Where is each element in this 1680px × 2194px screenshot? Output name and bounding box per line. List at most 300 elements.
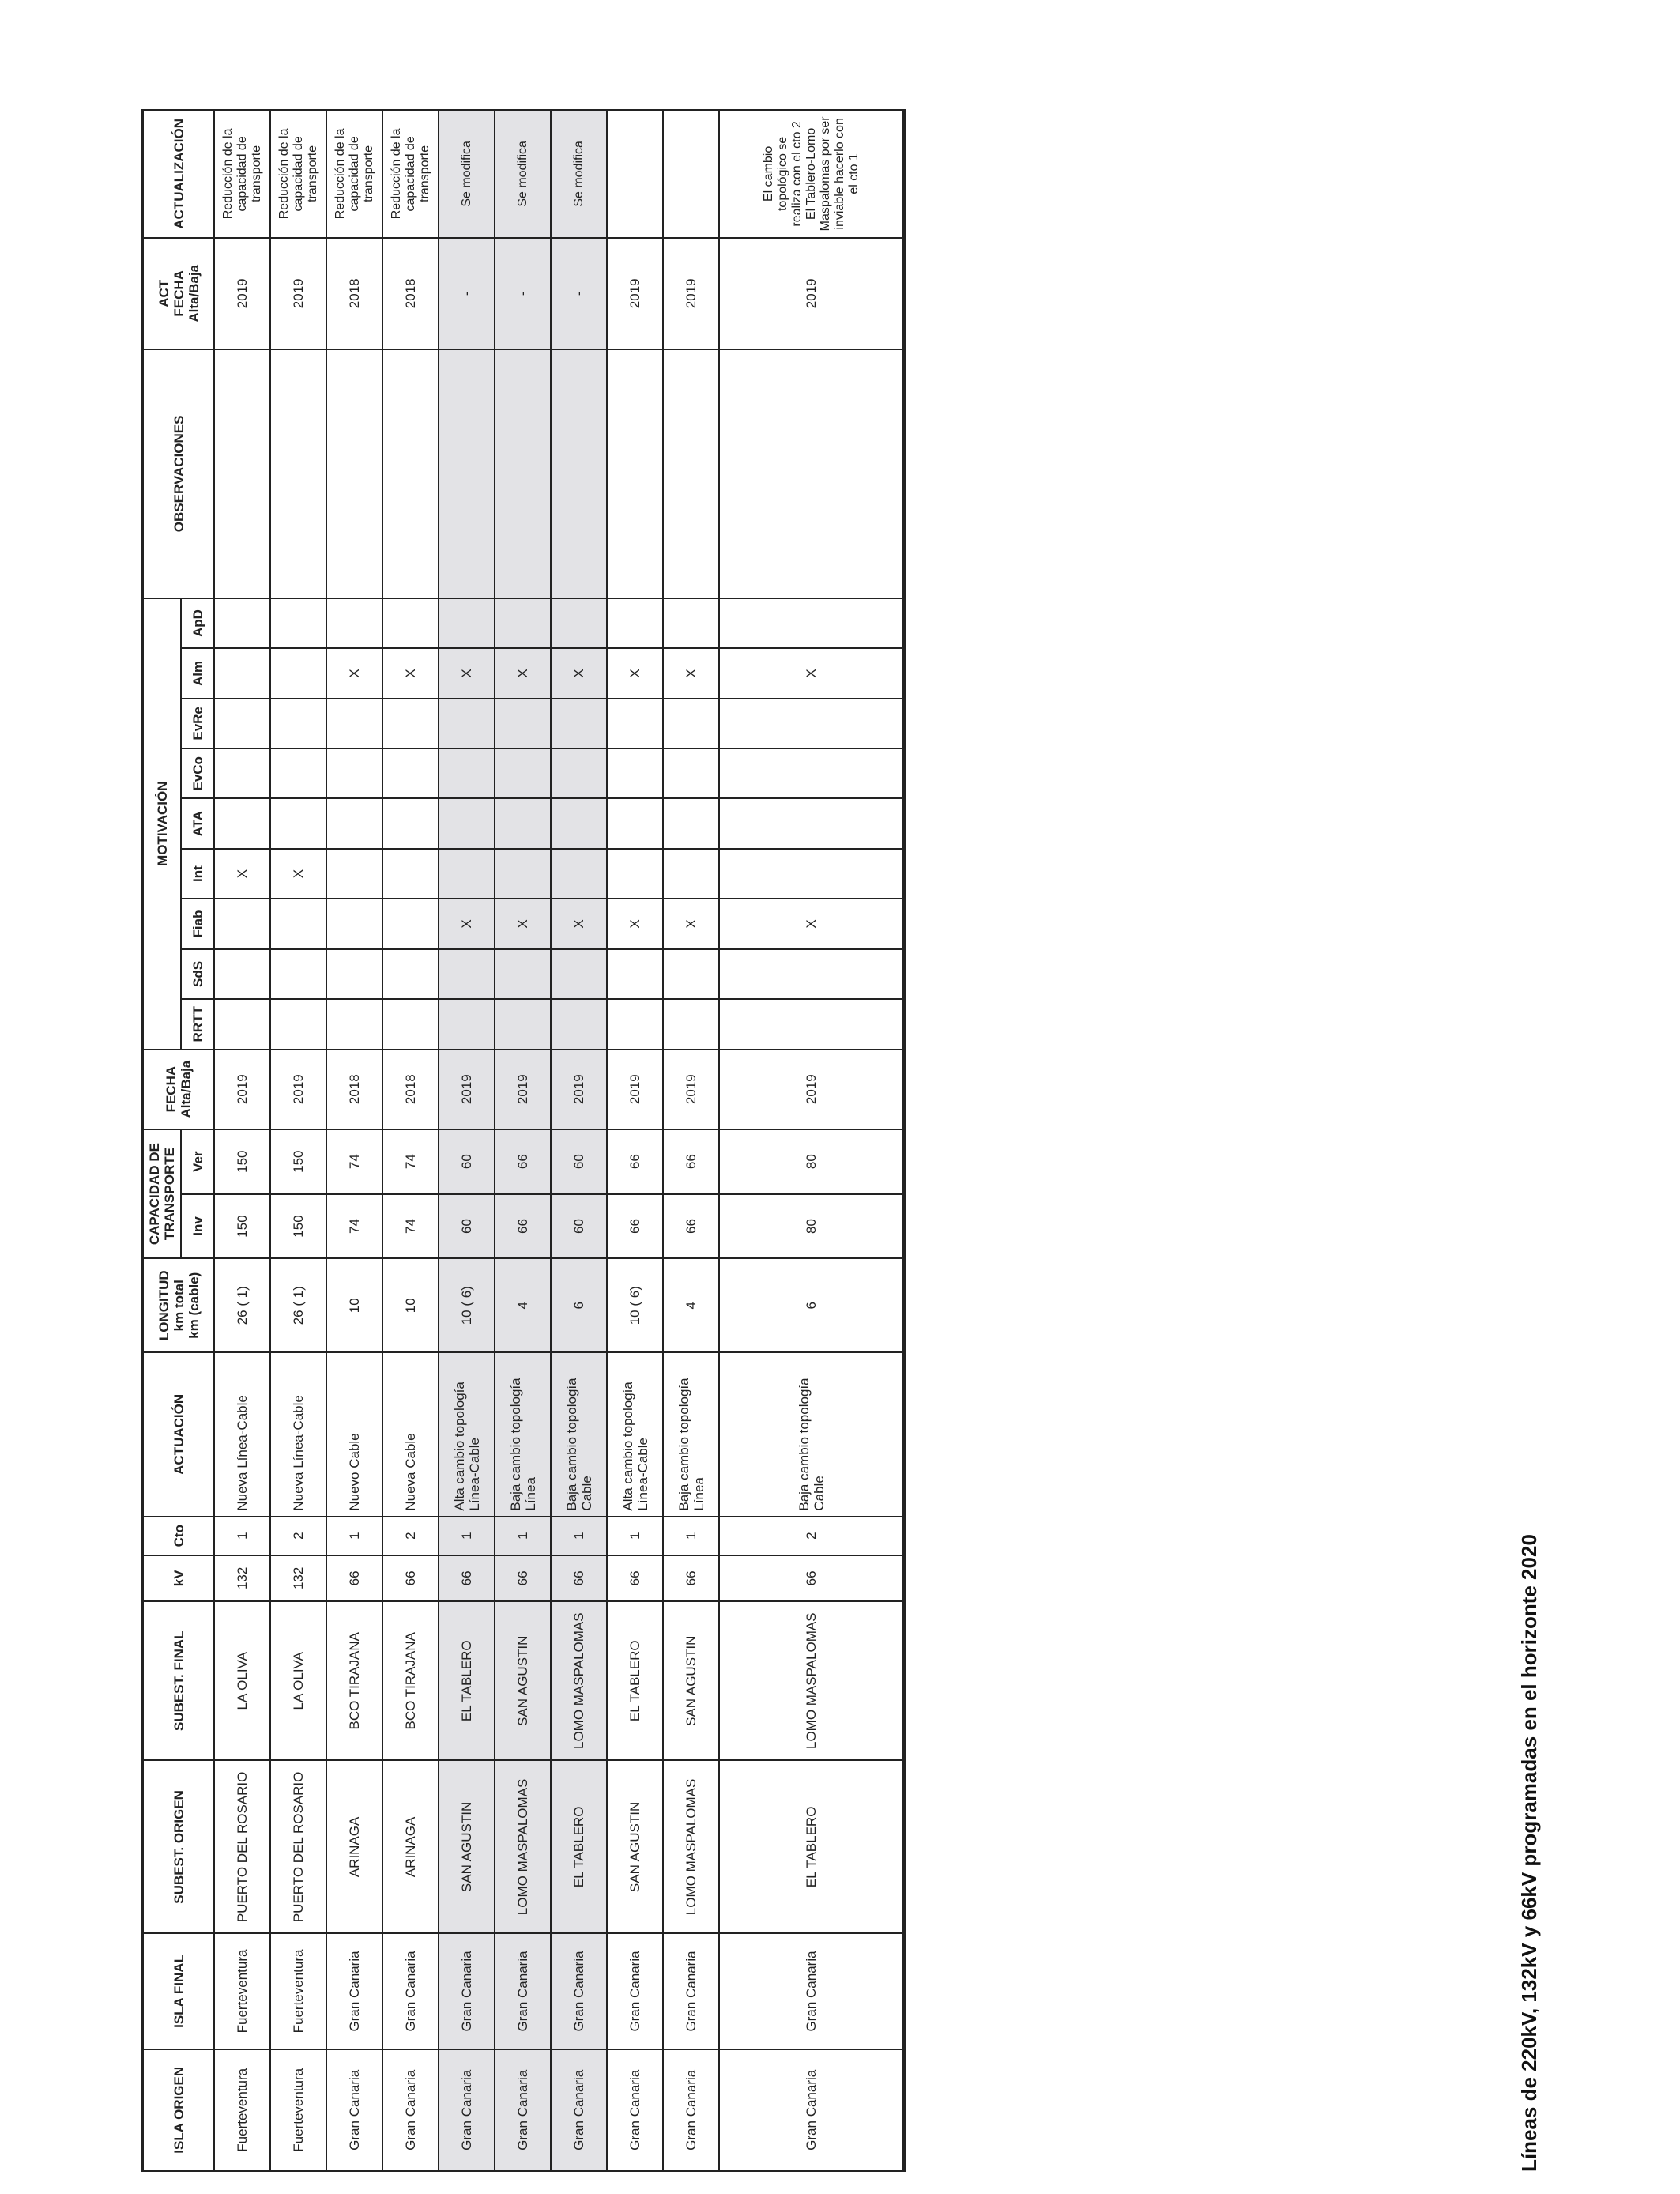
cell-actuacion-line: Baja cambio topología: [676, 1378, 691, 1511]
cell-actualizacion-line: Reducción de la: [389, 128, 403, 220]
cell-motiv-fiab: X: [439, 899, 495, 948]
cell-fecha: 2018: [326, 1050, 382, 1129]
cell-isla-origen: Gran Canaria: [719, 2049, 904, 2171]
cell-motiv-rrtt: [607, 999, 663, 1049]
cell-longitud: 26 ( 1): [270, 1258, 326, 1352]
header-motiv-alm: Alm: [181, 648, 214, 698]
cell-actualizacion-line: transporte: [361, 145, 375, 202]
cell-actuacion-line: Baja cambio topología: [563, 1378, 579, 1511]
cell-motiv-int: [326, 849, 382, 899]
cell-motiv-evco: [214, 748, 270, 798]
cell-motiv-fiab: [214, 899, 270, 948]
cell-isla-final: Fuerteventura: [214, 1933, 270, 2049]
cell-actualizacion-line: el cto 1: [846, 153, 861, 194]
cell-motiv-rrtt: [326, 999, 382, 1049]
cell-actualizacion: [326, 110, 382, 238]
cell-subest-origen: LOMO MASPALOMAS: [663, 1760, 719, 1933]
cell-actuacion-line: Cable: [578, 1476, 594, 1511]
header-act-fecha-line: ACT: [156, 279, 171, 307]
cell-isla-final: Gran Canaria: [495, 1933, 551, 2049]
cell-actuacion-line: Nueva Línea-Cable: [235, 1395, 250, 1511]
cell-subest-origen: EL TABLERO: [551, 1760, 607, 1933]
cell-isla-final: Gran Canaria: [551, 1933, 607, 2049]
cell-actualizacion-line: capacidad de: [347, 136, 361, 212]
cell-motiv-apd: [719, 598, 904, 648]
table-row: [382, 110, 439, 2171]
cell-longitud: 10 ( 6): [439, 1258, 495, 1352]
header-longitud: [142, 1258, 214, 1352]
cell-actualizacion: [439, 110, 495, 238]
cell-inv: 66: [607, 1194, 663, 1259]
cell-ver: 66: [607, 1129, 663, 1194]
header-act-fecha-line: Alta/Baja: [186, 264, 202, 322]
cell-actualizacion-line: El Tablero-Lomo: [804, 127, 818, 220]
cell-actualizacion-line: transporte: [305, 145, 319, 202]
cell-cto: 2: [270, 1517, 326, 1555]
cell-observaciones: [495, 349, 551, 598]
table-row: [663, 110, 719, 2171]
cell-motiv-alm: X: [495, 648, 551, 698]
cell-motiv-sds: [719, 949, 904, 999]
cell-motiv-evre: [719, 699, 904, 748]
cell-actualizacion-line: transporte: [417, 145, 431, 202]
cell-fecha: 2019: [663, 1050, 719, 1129]
cell-motiv-apd: [607, 598, 663, 648]
cell-actualizacion-line: El cambio: [761, 145, 775, 202]
cell-actuacion: [719, 1352, 904, 1517]
cell-fecha: 2019: [270, 1050, 326, 1129]
cell-kv: 66: [551, 1555, 607, 1601]
header-actualizacion: ACTUALIZACIÓN: [142, 110, 214, 238]
cell-motiv-evco: [439, 748, 495, 798]
cell-motiv-fiab: [326, 899, 382, 948]
cell-motiv-alm: X: [551, 648, 607, 698]
cell-isla-origen: Fuerteventura: [214, 2049, 270, 2171]
table-row: [270, 110, 326, 2171]
cell-actualizacion: [382, 110, 439, 238]
cell-motiv-ata: [495, 798, 551, 848]
cell-inv: 66: [663, 1194, 719, 1259]
cell-subest-final: BCO TIRAJANA: [382, 1601, 439, 1760]
lines-table: [141, 109, 906, 2172]
cell-subest-final: EL TABLERO: [607, 1601, 663, 1760]
header-fecha: [142, 1050, 214, 1129]
cell-ver: 150: [270, 1129, 326, 1194]
cell-cto: 1: [326, 1517, 382, 1555]
cell-subest-final: SAN AGUSTIN: [663, 1601, 719, 1760]
table-body: [214, 110, 904, 2171]
header-longitud-line: km total: [171, 1280, 186, 1332]
cell-motiv-apd: [495, 598, 551, 648]
cell-cto: 1: [551, 1517, 607, 1555]
header-isla-final: ISLA FINAL: [142, 1933, 214, 2049]
cell-subest-origen: PUERTO DEL ROSARIO: [270, 1760, 326, 1933]
header-ver: Ver: [181, 1129, 214, 1194]
cell-cto: 1: [663, 1517, 719, 1555]
cell-motiv-ata: [270, 798, 326, 848]
cell-actualizacion-line: Maspalomas por ser: [818, 116, 832, 232]
header-longitud-line: LONGITUD: [156, 1270, 171, 1341]
cell-actuacion: [663, 1352, 719, 1517]
cell-longitud: 10: [382, 1258, 439, 1352]
cell-cto: 1: [607, 1517, 663, 1555]
cell-motiv-fiab: [382, 899, 439, 948]
cell-isla-origen: Gran Canaria: [663, 2049, 719, 2171]
cell-motiv-alm: [214, 648, 270, 698]
cell-motiv-evre: [663, 699, 719, 748]
cell-motiv-evco: [326, 748, 382, 798]
header-act-fecha: [142, 238, 214, 349]
cell-actuacion: [495, 1352, 551, 1517]
cell-motiv-fiab: X: [607, 899, 663, 948]
header-fecha-line: FECHA: [164, 1065, 179, 1113]
cell-actualizacion: [551, 110, 607, 238]
cell-kv: 132: [270, 1555, 326, 1601]
cell-motiv-apd: [270, 598, 326, 648]
cell-act-fecha: 2018: [382, 238, 439, 349]
cell-motiv-rrtt: [719, 999, 904, 1049]
cell-actuacion-line: Nueva Línea-Cable: [291, 1395, 306, 1511]
cell-observaciones: [382, 349, 439, 598]
cell-actuacion: [214, 1352, 270, 1517]
cell-actualizacion-line: capacidad de: [403, 136, 417, 212]
cell-kv: 66: [382, 1555, 439, 1601]
cell-motiv-evre: [607, 699, 663, 748]
cell-actuacion: [439, 1352, 495, 1517]
header-motiv-evre: EvRe: [181, 699, 214, 748]
cell-motiv-sds: [663, 949, 719, 999]
cell-fecha: 2018: [382, 1050, 439, 1129]
cell-ver: 150: [214, 1129, 270, 1194]
header-motiv-sds: SdS: [181, 949, 214, 999]
cell-motiv-rrtt: [495, 999, 551, 1049]
cell-longitud: 26 ( 1): [214, 1258, 270, 1352]
cell-actuacion-line: Nuevo Cable: [347, 1433, 362, 1511]
cell-ver: 74: [382, 1129, 439, 1194]
cell-motiv-rrtt: [382, 999, 439, 1049]
cell-actualizacion: [607, 110, 663, 238]
header-motiv-fiab: Fiab: [181, 899, 214, 948]
cell-motiv-evre: [382, 699, 439, 748]
header-motiv-int: Int: [181, 849, 214, 899]
cell-longitud: 6: [551, 1258, 607, 1352]
cell-subest-origen: PUERTO DEL ROSARIO: [214, 1760, 270, 1933]
cell-motiv-alm: X: [326, 648, 382, 698]
cell-motiv-alm: X: [382, 648, 439, 698]
cell-isla-final: Fuerteventura: [270, 1933, 326, 2049]
cell-motiv-evco: [551, 748, 607, 798]
cell-fecha: 2019: [551, 1050, 607, 1129]
header-motiv-evco: EvCo: [181, 748, 214, 798]
cell-motiv-alm: X: [607, 648, 663, 698]
cell-subest-final: LOMO MASPALOMAS: [551, 1601, 607, 1760]
table-header: [142, 110, 214, 2171]
cell-isla-origen: Gran Canaria: [439, 2049, 495, 2171]
cell-motiv-apd: [214, 598, 270, 648]
cell-motiv-evco: [270, 748, 326, 798]
cell-subest-origen: LOMO MASPALOMAS: [495, 1760, 551, 1933]
cell-motiv-ata: [214, 798, 270, 848]
cell-act-fecha: 2019: [663, 238, 719, 349]
cell-subest-final: SAN AGUSTIN: [495, 1601, 551, 1760]
cell-actualizacion: [214, 110, 270, 238]
cell-motiv-fiab: [270, 899, 326, 948]
cell-motiv-rrtt: [270, 999, 326, 1049]
header-cto: Cto: [142, 1517, 214, 1555]
cell-actualizacion-line: Se modifica: [515, 141, 529, 207]
cell-motiv-sds: [326, 949, 382, 999]
cell-subest-origen: SAN AGUSTIN: [439, 1760, 495, 1933]
cell-inv: 66: [495, 1194, 551, 1259]
cell-motiv-rrtt: [214, 999, 270, 1049]
header-actuacion: ACTUACIÓN: [142, 1352, 214, 1517]
cell-actualizacion-line: Reducción de la: [333, 128, 347, 220]
cell-actuacion-line: Línea-Cable: [635, 1438, 650, 1511]
table-row: [214, 110, 270, 2171]
cell-cto: 2: [719, 1517, 904, 1555]
cell-longitud: 6: [719, 1258, 904, 1352]
cell-fecha: 2019: [719, 1050, 904, 1129]
cell-motiv-ata: [382, 798, 439, 848]
cell-observaciones: [326, 349, 382, 598]
cell-actuacion: [270, 1352, 326, 1517]
cell-motiv-sds: [439, 949, 495, 999]
cell-motiv-apd: [551, 598, 607, 648]
cell-motiv-int: [607, 849, 663, 899]
cell-inv: 74: [326, 1194, 382, 1259]
cell-motiv-evco: [719, 748, 904, 798]
cell-observaciones: [551, 349, 607, 598]
cell-motiv-int: [495, 849, 551, 899]
cell-actualizacion-line: capacidad de: [235, 136, 249, 212]
cell-motiv-alm: X: [439, 648, 495, 698]
cell-motiv-fiab: X: [495, 899, 551, 948]
cell-motiv-ata: [439, 798, 495, 848]
cell-actuacion-line: Alta cambio topología: [620, 1382, 635, 1511]
cell-motiv-alm: X: [719, 648, 904, 698]
cell-actuacion-line: Alta cambio topología: [451, 1382, 467, 1511]
table-row: [719, 110, 904, 2171]
cell-inv: 150: [270, 1194, 326, 1259]
cell-motiv-int: [439, 849, 495, 899]
cell-actualizacion-line: Reducción de la: [220, 128, 235, 220]
cell-observaciones: [719, 349, 904, 598]
cell-observaciones: [270, 349, 326, 598]
header-motivacion: MOTIVACIÓN: [142, 598, 181, 1050]
cell-motiv-rrtt: [551, 999, 607, 1049]
cell-act-fecha: 2019: [719, 238, 904, 349]
cell-isla-final: Gran Canaria: [663, 1933, 719, 2049]
cell-kv: 66: [439, 1555, 495, 1601]
cell-motiv-int: [382, 849, 439, 899]
table-row: [551, 110, 607, 2171]
cell-act-fecha: -: [439, 238, 495, 349]
cell-inv: 60: [439, 1194, 495, 1259]
cell-ver: 66: [495, 1129, 551, 1194]
cell-isla-origen: Gran Canaria: [607, 2049, 663, 2171]
cell-actuacion: [326, 1352, 382, 1517]
cell-longitud: 10 ( 6): [607, 1258, 663, 1352]
cell-motiv-apd: [326, 598, 382, 648]
cell-actualizacion-line: inviable hacerlo con: [832, 118, 846, 230]
cell-actuacion-line: Baja cambio topología: [796, 1378, 812, 1511]
header-subest-origen: SUBEST. ORIGEN: [142, 1760, 214, 1933]
cell-act-fecha: 2019: [214, 238, 270, 349]
table-row: [607, 110, 663, 2171]
cell-ver: 66: [663, 1129, 719, 1194]
cell-motiv-sds: [495, 949, 551, 999]
cell-act-fecha: -: [495, 238, 551, 349]
cell-isla-final: Gran Canaria: [326, 1933, 382, 2049]
cell-kv: 66: [719, 1555, 904, 1601]
cell-motiv-evco: [495, 748, 551, 798]
cell-motiv-int: X: [270, 849, 326, 899]
cell-longitud: 4: [663, 1258, 719, 1352]
cell-subest-final: LA OLIVA: [270, 1601, 326, 1760]
header-isla-origen: ISLA ORIGEN: [142, 2049, 214, 2171]
cell-subest-origen: ARINAGA: [326, 1760, 382, 1933]
cell-act-fecha: 2019: [607, 238, 663, 349]
cell-fecha: 2019: [214, 1050, 270, 1129]
cell-inv: 60: [551, 1194, 607, 1259]
cell-inv: 74: [382, 1194, 439, 1259]
cell-inv: 150: [214, 1194, 270, 1259]
cell-fecha: 2019: [495, 1050, 551, 1129]
table-row: [326, 110, 382, 2171]
cell-subest-origen: ARINAGA: [382, 1760, 439, 1933]
header-act-fecha-line: FECHA: [171, 270, 186, 317]
cell-motiv-apd: [382, 598, 439, 648]
cell-motiv-ata: [719, 798, 904, 848]
cell-actualizacion-line: realiza con el cto 2: [789, 121, 804, 227]
cell-motiv-ata: [663, 798, 719, 848]
table-row: [439, 110, 495, 2171]
cell-isla-origen: Gran Canaria: [382, 2049, 439, 2171]
cell-actuacion-line: Cable: [811, 1476, 827, 1511]
cell-kv: 66: [326, 1555, 382, 1601]
cell-motiv-ata: [551, 798, 607, 848]
header-fecha-line: Alta/Baja: [179, 1060, 194, 1118]
cell-motiv-sds: [382, 949, 439, 999]
header-inv: Inv: [181, 1194, 214, 1259]
cell-kv: 66: [663, 1555, 719, 1601]
cell-fecha: 2019: [439, 1050, 495, 1129]
cell-act-fecha: 2018: [326, 238, 382, 349]
cell-longitud: 10: [326, 1258, 382, 1352]
header-motiv-apd: ApD: [181, 598, 214, 648]
cell-actualizacion: [270, 110, 326, 238]
cell-actuacion-line: Línea: [522, 1477, 538, 1511]
cell-actuacion-line: Nueva Cable: [403, 1433, 418, 1511]
cell-motiv-evre: [270, 699, 326, 748]
cell-motiv-alm: [270, 648, 326, 698]
cell-motiv-rrtt: [663, 999, 719, 1049]
cell-actualizacion: [719, 110, 904, 238]
cell-isla-final: Gran Canaria: [382, 1933, 439, 2049]
cell-motiv-evre: [214, 699, 270, 748]
cell-isla-origen: Gran Canaria: [551, 2049, 607, 2171]
header-subest-final: SUBEST. FINAL: [142, 1601, 214, 1760]
table-caption: Líneas de 220kV, 132kV y 66kV programadas en el horizonte 2020: [1517, 1534, 1541, 2172]
cell-kv: 66: [495, 1555, 551, 1601]
cell-motiv-ata: [326, 798, 382, 848]
cell-isla-origen: Fuerteventura: [270, 2049, 326, 2171]
cell-motiv-ata: [607, 798, 663, 848]
cell-actualizacion-line: capacidad de: [291, 136, 305, 212]
cell-motiv-rrtt: [439, 999, 495, 1049]
cell-cto: 1: [439, 1517, 495, 1555]
cell-inv: 80: [719, 1194, 904, 1259]
cell-motiv-int: [551, 849, 607, 899]
cell-motiv-sds: [607, 949, 663, 999]
cell-kv: 132: [214, 1555, 270, 1601]
header-longitud-line: km (cable): [186, 1272, 202, 1339]
cell-subest-origen: SAN AGUSTIN: [607, 1760, 663, 1933]
cell-cto: 1: [495, 1517, 551, 1555]
header-motiv-ata: ATA: [181, 798, 214, 848]
cell-actualizacion-line: Se modifica: [571, 141, 586, 207]
cell-motiv-fiab: X: [663, 899, 719, 948]
cell-actuacion-line: Baja cambio topología: [507, 1378, 523, 1511]
cell-isla-origen: Gran Canaria: [326, 2049, 382, 2171]
cell-ver: 60: [439, 1129, 495, 1194]
cell-motiv-int: [719, 849, 904, 899]
header-kv: kV: [142, 1555, 214, 1601]
cell-subest-final: LA OLIVA: [214, 1601, 270, 1760]
cell-isla-origen: Gran Canaria: [495, 2049, 551, 2171]
cell-motiv-evre: [551, 699, 607, 748]
cell-motiv-evre: [495, 699, 551, 748]
cell-actualizacion-line: transporte: [249, 145, 263, 202]
cell-isla-final: Gran Canaria: [719, 1933, 904, 2049]
cell-motiv-int: X: [214, 849, 270, 899]
cell-motiv-evco: [382, 748, 439, 798]
cell-motiv-evre: [326, 699, 382, 748]
cell-subest-final: EL TABLERO: [439, 1601, 495, 1760]
cell-ver: 80: [719, 1129, 904, 1194]
cell-observaciones: [663, 349, 719, 598]
cell-actualizacion: [663, 110, 719, 238]
cell-cto: 2: [382, 1517, 439, 1555]
cell-actualizacion: [495, 110, 551, 238]
header-capacidad-line: CAPACIDAD DE: [147, 1143, 162, 1246]
cell-ver: 74: [326, 1129, 382, 1194]
header-observaciones: OBSERVACIONES: [142, 349, 214, 598]
header-capacidad-line: TRANSPORTE: [162, 1148, 177, 1241]
cell-isla-final: Gran Canaria: [439, 1933, 495, 2049]
cell-actuacion: [607, 1352, 663, 1517]
header-capacidad: [142, 1129, 181, 1259]
cell-kv: 66: [607, 1555, 663, 1601]
cell-subest-origen: EL TABLERO: [719, 1760, 904, 1933]
cell-actualizacion-line: topológico se: [775, 136, 789, 212]
cell-isla-final: Gran Canaria: [607, 1933, 663, 2049]
header-motiv-rrtt: RRTT: [181, 999, 214, 1049]
cell-subest-final: LOMO MASPALOMAS: [719, 1601, 904, 1760]
cell-actualizacion-line: Se modifica: [459, 141, 473, 207]
cell-actualizacion-line: Reducción de la: [277, 128, 291, 220]
cell-observaciones: [607, 349, 663, 598]
cell-motiv-apd: [663, 598, 719, 648]
cell-actuacion-line: Línea: [691, 1477, 706, 1511]
cell-motiv-int: [663, 849, 719, 899]
cell-observaciones: [439, 349, 495, 598]
cell-cto: 1: [214, 1517, 270, 1555]
cell-actuacion-line: Línea-Cable: [466, 1438, 482, 1511]
cell-act-fecha: 2019: [270, 238, 326, 349]
cell-subest-final: BCO TIRAJANA: [326, 1601, 382, 1760]
cell-motiv-sds: [270, 949, 326, 999]
